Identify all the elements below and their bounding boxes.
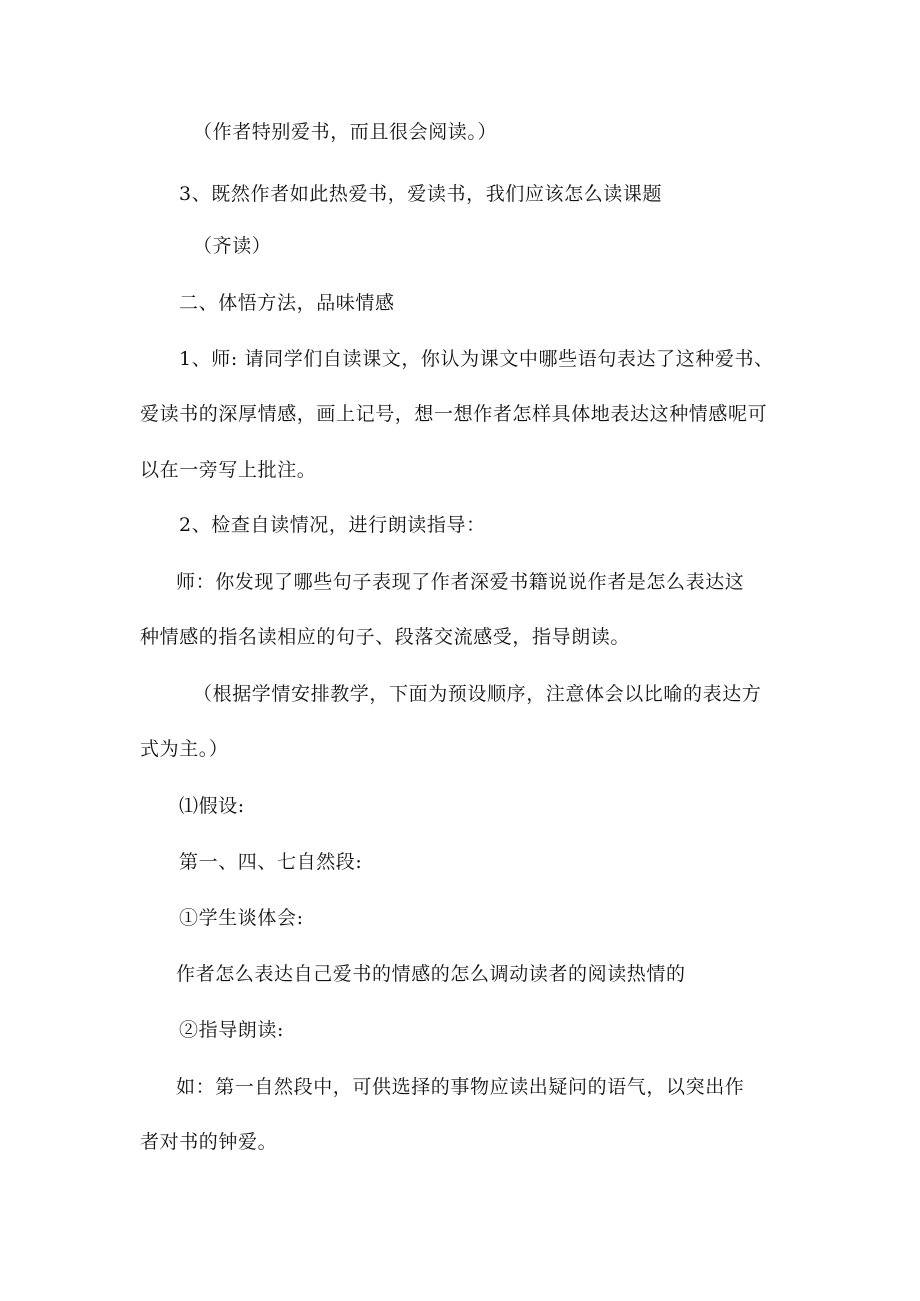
text-line: ②指导朗读: [179, 1019, 285, 1041]
text-line: （作者特别爱书，而且很会阅读。） [193, 121, 498, 143]
text-line: 者对书的钟爱。 [140, 1131, 278, 1153]
text-line: ⑴假设: [179, 795, 245, 817]
text-line: 爱读书的深厚情感，画上记号，想一想作者怎样具体地表达这种情感呢可 [140, 403, 768, 425]
text-line: 作者怎么表达自己爱书的情感的怎么调动读者的阅读热情的 [176, 963, 686, 985]
text-line: ①学生谈体会: [179, 907, 304, 929]
text-line: （根据学情安排教学，下面为预设顺序，注意体会以比喻的表达方 [193, 683, 762, 705]
text-line: 以在一旁写上批注。 [140, 459, 317, 481]
text-line: 2、检查自读情况，进行朗读指导： [179, 514, 486, 536]
text-line: 式为主。） [140, 738, 229, 760]
text-line: 1、师: 请同学们自读课文，你认为课文中哪些语句表达了这种爱书、 [179, 348, 774, 370]
text-line: 第一、四、七自然段: [179, 851, 363, 873]
text-line: 师：你发现了哪些句子表现了作者深爱书籍说说作者是怎么表达这 [176, 571, 745, 593]
text-line: 种情感的指名读相应的句子、段落交流感受，指导朗读。 [140, 626, 631, 648]
text-line: 如：第一自然段中，可供选择的事物应读出疑问的语气，以突出作 [176, 1076, 745, 1098]
text-line: 3、既然作者如此热爱书，爱读书，我们应该怎么读课题 [179, 183, 663, 205]
text-line: （齐读） [193, 235, 272, 257]
section-heading: 二、体悟方法，品味情感 [179, 292, 395, 314]
